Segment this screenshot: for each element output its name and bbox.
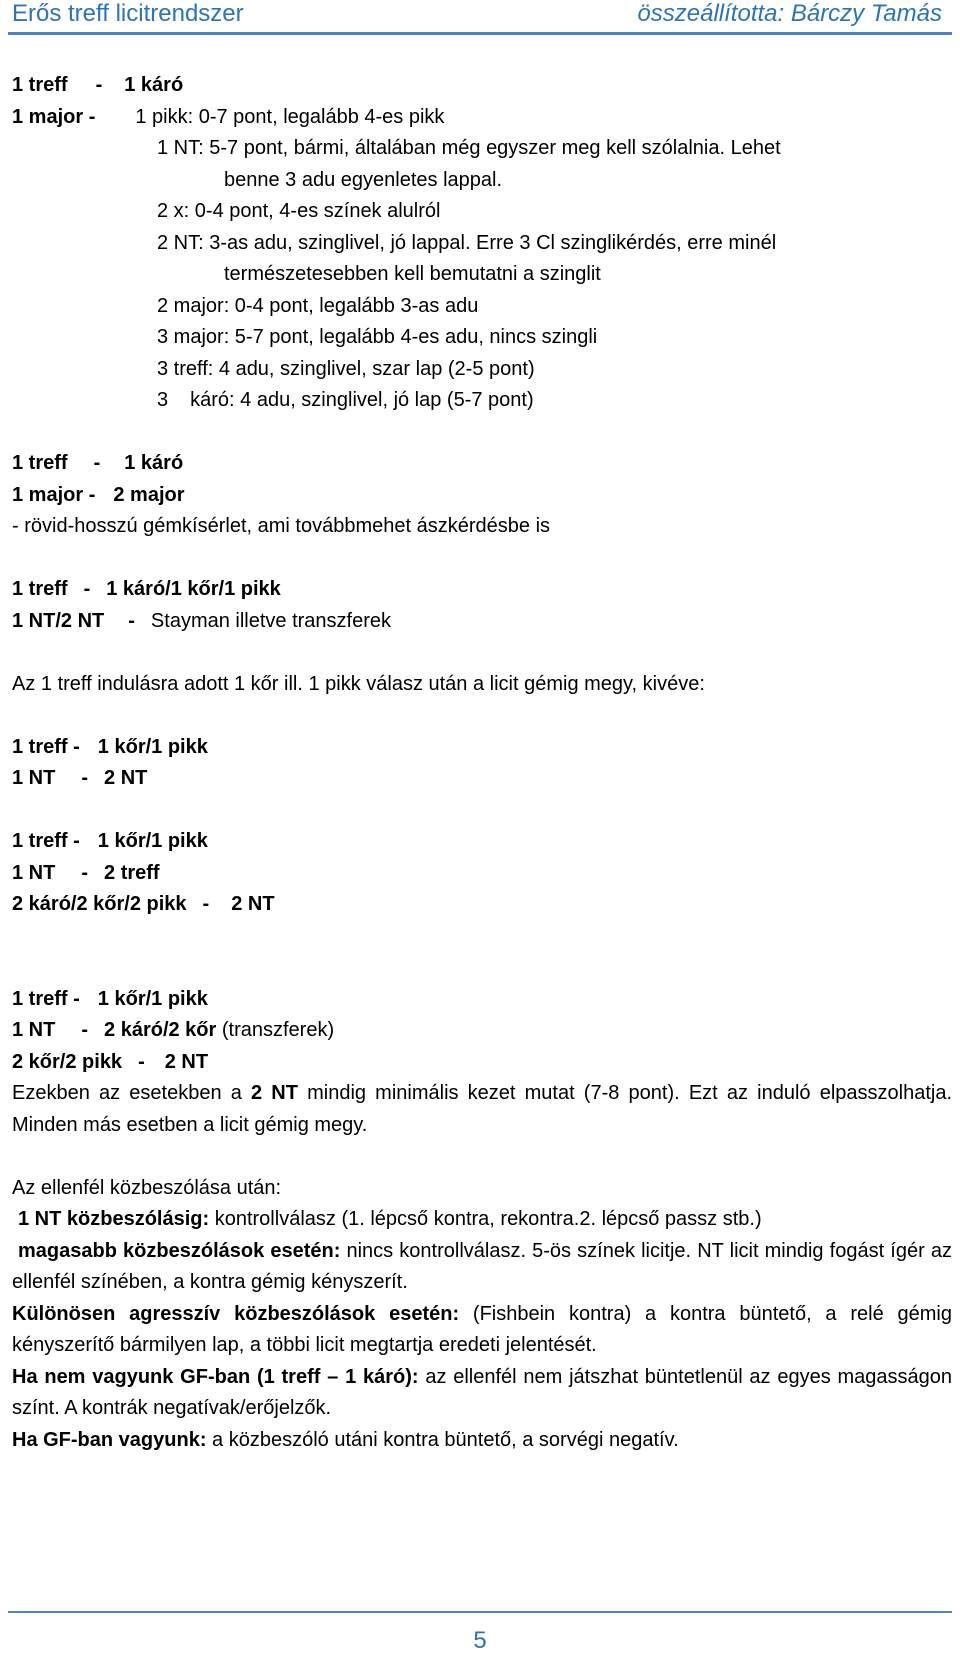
dash: - (83, 578, 91, 600)
bid: 1 treff (12, 578, 68, 600)
competition-item (12, 1204, 952, 1236)
bid: 1 káró (124, 452, 184, 474)
para-text: mindig minimális kezet mutat (7-8 pont). Ezt az induló elpasszolhatja. Minden más esetben a licit gémig megy. (12, 1082, 952, 1136)
sec3-line2 (12, 606, 952, 638)
bid: 2 NT (231, 893, 275, 915)
response-text: Stayman illetve transzferek (150, 609, 392, 632)
bid: 2 káró/2 kőr (104, 1019, 217, 1041)
dash: - (128, 609, 135, 632)
response-text: 2 NT: 3-as adu, szinglivel, jó lappal. Erre 3 Cl szinglikérdés, erre minél (157, 231, 777, 254)
sec1-line1 (12, 70, 952, 102)
bid: 1 káró (124, 74, 184, 96)
ex2-line1 (12, 826, 952, 858)
competition-text: (Fishbein kontra) a kontra büntető, a relé gémig kényszerítő bármilyen lap, a többi licit megtartja eredeti jelentését. (12, 1302, 952, 1356)
ex3-line1 (12, 984, 952, 1016)
ex3-line2 (12, 1015, 952, 1047)
competition-text: nincs kontrollválasz. 5-ös színek licitje. NT licit mindig fogást ígér az ellenfél színében, a kontra gémig kényszerít. (12, 1239, 952, 1293)
ex3-line3 (12, 1047, 952, 1079)
ex2-line2 (12, 858, 952, 890)
response-text: káró: 4 adu, szinglivel, jó lap (5-7 pont) (190, 389, 534, 411)
bid: 1 kőr/1 pikk (97, 735, 208, 758)
header-left: Erős treff licitrendszer (12, 0, 244, 27)
sec3-line1 (12, 574, 952, 606)
competition-item (12, 1299, 952, 1362)
bid: 1 treff - (12, 735, 80, 758)
bid: 1 major - (12, 483, 96, 506)
bid: 1 NT (12, 861, 56, 884)
response-text: természetesebben kell bemutatni a szinglit (224, 263, 601, 285)
bid: 1 treff - (12, 987, 80, 1010)
bid: 1 treff - (12, 830, 80, 852)
response-text: 1 NT: 5-7 pont, bármi, általában még egyszer meg kell szólalnia. Lehet (157, 137, 781, 159)
footer-rule (8, 1611, 952, 1613)
bid: 2 kőr/2 pikk (12, 1050, 123, 1073)
bid: 2 major (113, 483, 185, 506)
bid: 2 treff (104, 861, 160, 884)
competition-label: Ha nem vagyunk GF-ban (1 treff – 1 káró): (12, 1365, 419, 1388)
bid: 1 NT/2 NT (12, 609, 105, 632)
note: (transzferek) (221, 1019, 335, 1041)
competition-item (12, 1236, 952, 1299)
header-rule (8, 32, 952, 35)
competition-item (12, 1425, 952, 1457)
header-right: összeállította: Bárczy Tamás (637, 0, 942, 27)
bid: 2 káró/2 kőr/2 pikk (12, 893, 187, 915)
bid: 2 NT (251, 1082, 298, 1104)
sec1-line2 (12, 102, 952, 134)
competition-label: Különösen agresszív közbeszólások esetén: (12, 1302, 460, 1325)
dash: - (81, 1019, 89, 1041)
competition-text: kontrollválasz (1. lépcső kontra, rekontra.2. lépcső passz stb.) (214, 1208, 762, 1230)
ex2-line3 (12, 889, 952, 921)
sec2-line1 (12, 448, 952, 480)
bid: 1 káró/1 kőr/1 pikk (106, 578, 281, 600)
competition-title: Az ellenfél közbeszólása után: (12, 1176, 282, 1199)
bid: 1 treff (12, 452, 68, 474)
response-text: benne 3 adu egyenletes lappal. (224, 168, 503, 191)
dash: - (81, 767, 89, 789)
bid: 1 kőr/1 pikk (97, 987, 208, 1010)
competition-label: magasabb közbeszólások esetén: (18, 1239, 341, 1262)
dash: - (81, 861, 89, 884)
competition-item (12, 1362, 952, 1425)
dash: - (138, 1050, 145, 1073)
response-text: 3 major: 5-7 pont, legalább 4-es adu, nincs szingli (157, 326, 598, 348)
sec2-note: - rövid-hosszú gémkísérlet, ami továbbmehet ászkérdésbe is (12, 515, 551, 537)
sec2-line2 (12, 480, 952, 512)
competition-text: az ellenfél nem játszhat büntetlenül az egyes magasságon színt. A kontrák negatívak/erőjelzők. (12, 1365, 952, 1419)
bid: 1 NT (12, 1019, 56, 1041)
dash: - (93, 452, 101, 474)
competition-text: a közbeszóló utáni kontra büntető, a sorvégi negatív. (212, 1428, 679, 1451)
para-minimum (12, 1078, 952, 1141)
bid: 2 NT (104, 767, 148, 789)
response-text: 2 x: 0-4 pont, 4-es színek alulról (157, 200, 441, 222)
bid: 1 treff (12, 74, 68, 96)
para-text: Ezekben az esetekben a (12, 1082, 242, 1104)
ex1-line1 (12, 732, 952, 764)
response-text: 2 major: 0-4 pont, legalább 3-as adu (157, 294, 479, 317)
bid-level: 3 (157, 389, 169, 411)
competition-label: Ha GF-ban vagyunk: (12, 1428, 207, 1451)
intro-text: Az 1 treff indulásra adott 1 kőr ill. 1 pikk válasz után a licit gémig megy, kivéve: (12, 672, 705, 695)
response-text: 3 treff: 4 adu, szinglivel, szar lap (2-5 pont) (157, 357, 535, 380)
ex1-line2 (12, 763, 952, 795)
page-number: 5 (473, 1627, 487, 1654)
dash: - (95, 74, 103, 96)
response-text: 1 pikk: 0-7 pont, legalább 4-es pikk (135, 105, 445, 128)
bid: 1 NT (12, 767, 56, 789)
bid: 2 NT (164, 1050, 209, 1073)
response-text (12, 385, 952, 417)
competition-label: 1 NT közbeszólásig: (18, 1208, 210, 1230)
bid: 1 kőr/1 pikk (97, 830, 208, 852)
bid: 1 major - (12, 105, 96, 128)
page-body (12, 70, 952, 1456)
dash: - (202, 893, 210, 915)
